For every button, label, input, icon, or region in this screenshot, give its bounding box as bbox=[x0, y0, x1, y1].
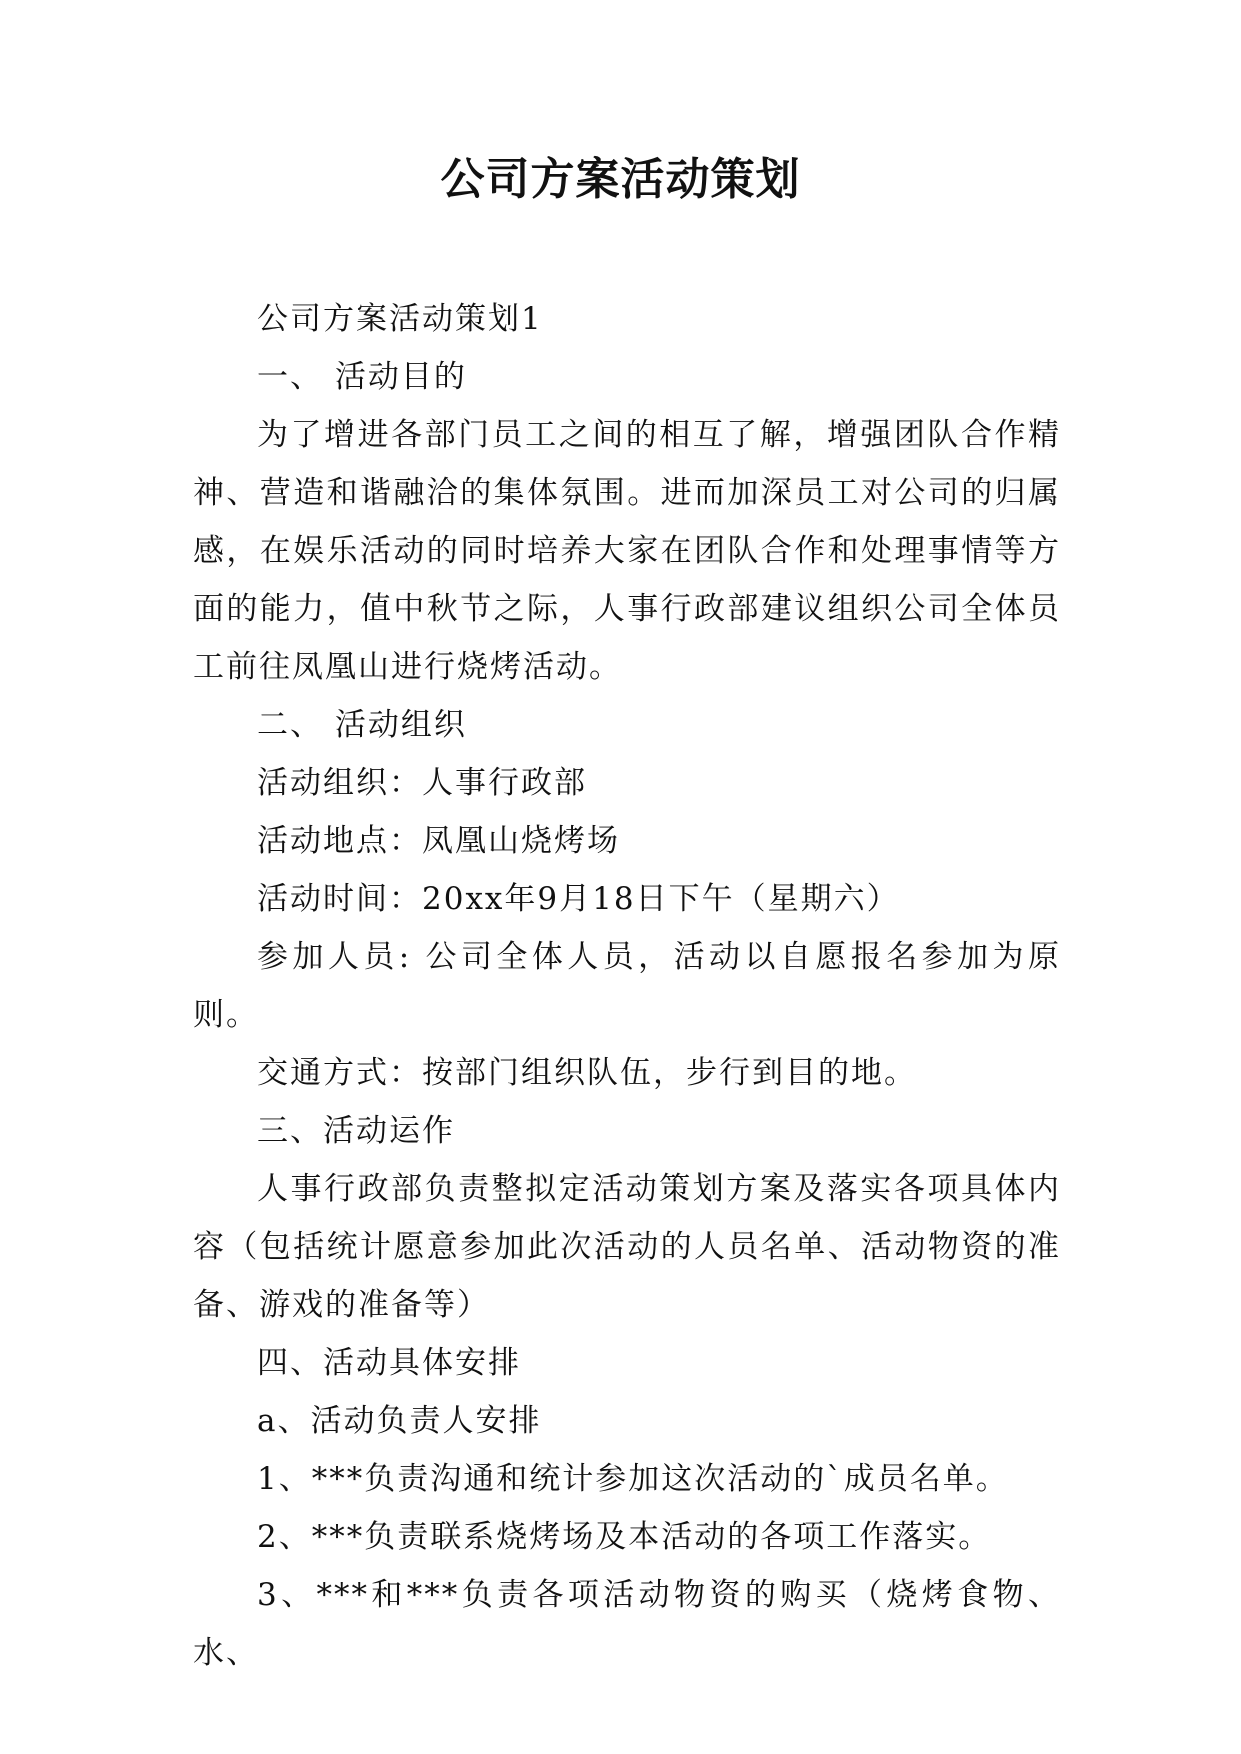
paragraph: 活动地点：凤凰山烧烤场 bbox=[257, 823, 620, 859]
section-heading: 公司方案活动策划1 bbox=[257, 301, 543, 337]
paragraph: 人事行政部负责整拟定活动策划方案及落实各项具体内容（包括统计愿意参加此次活动的人员名单、活动物资的准备、游戏的准备等） bbox=[193, 1171, 1061, 1323]
list-item: 2、***负责联系烧烤场及本活动的各项工作落实。 bbox=[257, 1519, 992, 1555]
document-title: 公司方案活动策划 bbox=[440, 154, 801, 205]
paragraph: 交通方式：按部门组织队伍，步行到目的地。 bbox=[257, 1055, 917, 1091]
document-body bbox=[193, 290, 1061, 1682]
section-heading: 三、活动运作 bbox=[257, 1113, 455, 1149]
section-heading: 二、 活动组织 bbox=[257, 707, 467, 743]
list-item: 3、***和***负责各项活动物资的购买（烧烤食物、水、 bbox=[193, 1577, 1061, 1671]
list-item: 1、***负责沟通和统计参加这次活动的`成员名单。 bbox=[257, 1461, 1009, 1497]
sub-heading: a、活动负责人安排 bbox=[257, 1403, 542, 1439]
section-heading: 四、活动具体安排 bbox=[257, 1345, 521, 1381]
paragraph: 活动时间：20xx年9月18日下午（星期六） bbox=[257, 881, 900, 917]
paragraph: 活动组织：人事行政部 bbox=[257, 765, 587, 801]
paragraph: 参加人员: 公司全体人员，活动以自愿报名参加为原则。 bbox=[193, 939, 1061, 1033]
section-heading: 一、 活动目的 bbox=[257, 359, 467, 395]
paragraph: 为了增进各部门员工之间的相互了解，增强团队合作精神、营造和谐融洽的集体氛围。进而加深员工对公司的归属感，在娱乐活动的同时培养大家在团队合作和处理事情等方面的能力，值中秋节之际，人事行政部建议组织公司全体员工前往凤凰山进行烧烤活动。 bbox=[193, 417, 1061, 685]
